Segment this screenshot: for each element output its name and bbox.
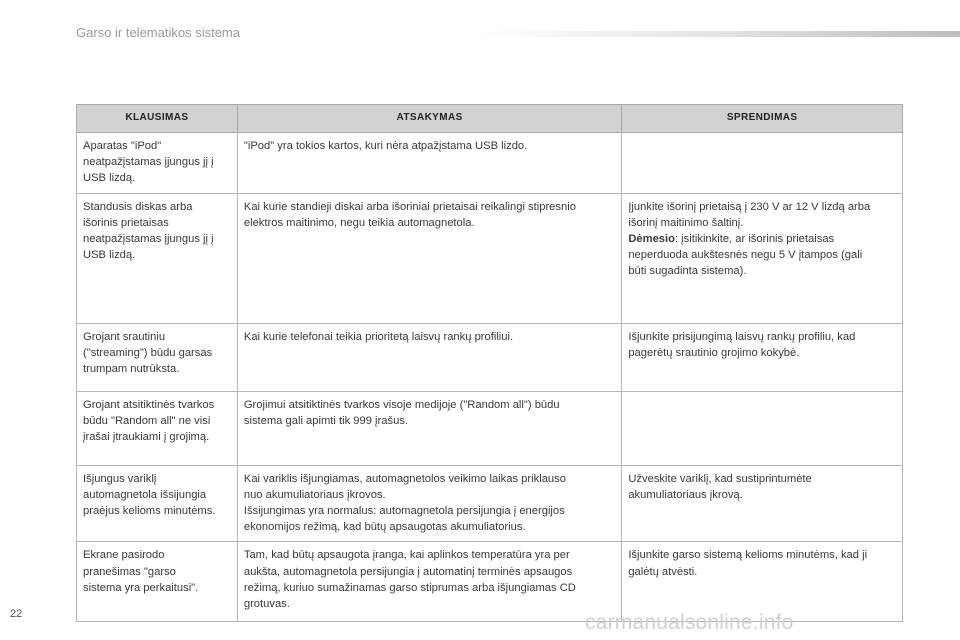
watermark: carmanualsonline.info bbox=[585, 611, 794, 634]
page-number: 22 bbox=[10, 608, 23, 620]
answer-cell bbox=[237, 542, 621, 622]
question-line: ("streaming") būdu garsas bbox=[83, 346, 213, 359]
question-line: įrašai įtraukiami į grojimą. bbox=[83, 431, 210, 444]
solution-line: Išjunkite garso sistemą kelioms minutėms, kad ji bbox=[628, 549, 868, 562]
answer-line: Kai kurie telefonai teikia prioritetą laisvų rankų profiliui. bbox=[243, 330, 514, 343]
answer-line: Kai variklis išjungiamas, automagnetolos veikimo laikas priklauso bbox=[243, 472, 566, 485]
table-row bbox=[77, 391, 903, 465]
question-line: neatpažįstamas įjungus jį į bbox=[83, 156, 214, 169]
question-line: USB lizdą. bbox=[83, 172, 136, 185]
answer-line: Grojimui atsitiktinės tvarkos visoje medijoje ("Random all") būdu bbox=[243, 398, 560, 411]
solution-line: pagerėtų srautinio grojimo kokybė. bbox=[628, 346, 800, 359]
solution-cell bbox=[622, 542, 903, 622]
warning-label: Dėmesio bbox=[628, 233, 675, 246]
warning-text: : įsitikinkite, ar išorinis prietaisas bbox=[674, 233, 835, 246]
solution-cell bbox=[622, 133, 903, 194]
question-line: USB lizdą. bbox=[83, 249, 136, 262]
answer-cell bbox=[237, 193, 621, 323]
answer-cell bbox=[237, 133, 621, 194]
table-row bbox=[77, 465, 903, 542]
answer-line: aukšta, automagnetola persijungia į automatinį terminės apsaugos bbox=[243, 565, 573, 578]
question-line: išorinis prietaisas bbox=[83, 216, 169, 229]
question-cell bbox=[77, 465, 238, 542]
answer-line: ekonomijos režimą, kad būtų apsaugotas akumuliatorius. bbox=[243, 521, 526, 534]
solution-line: Įjunkite išorinį prietaisą į 230 V ar 12 V lizdą arba bbox=[628, 200, 871, 213]
question-cell bbox=[77, 391, 238, 465]
question-cell bbox=[77, 193, 238, 323]
question-line: Aparatas "iPod" bbox=[83, 140, 162, 152]
answer-line: nuo akumuliatoriaus įkrovos. bbox=[243, 488, 386, 501]
answer-line: režimą, kuriuo sumažinamas garso stiprumas arba išjungiamas CD bbox=[243, 581, 576, 594]
question-line: pranešimas "garso bbox=[83, 565, 176, 578]
table-header-row bbox=[77, 105, 903, 133]
section-title: Garso ir telematikos sistema bbox=[76, 25, 240, 40]
column-header-answer: ATSAKYMAS bbox=[237, 105, 621, 133]
solution-line: išorinį maitinimo šaltinį. bbox=[628, 216, 744, 229]
question-line: sistema yra perkaitusi". bbox=[83, 581, 199, 594]
column-header-solution: SPRENDIMAS bbox=[622, 105, 903, 133]
answer-line: Kai kurie standieji diskai arba išoriniai prietaisai reikalingi stipresnio bbox=[243, 200, 576, 213]
table-row bbox=[77, 193, 903, 323]
question-line: Grojant atsitiktinės tvarkos bbox=[83, 398, 215, 411]
header-gradient-bar bbox=[480, 31, 960, 37]
question-line: neatpažįstamas įjungus jį į bbox=[83, 233, 214, 246]
solution-line: Užveskite variklį, kad sustiprintumėte bbox=[628, 472, 812, 485]
table-row bbox=[77, 133, 903, 194]
table-row bbox=[77, 542, 903, 622]
question-line: būdu "Random all" ne visi bbox=[83, 414, 211, 427]
solution-cell bbox=[622, 465, 903, 542]
solution-line: galėtų atvėsti. bbox=[628, 565, 698, 578]
column-header-question: KLAUSIMAS bbox=[77, 105, 238, 133]
question-line: Ekrane pasirodo bbox=[83, 549, 165, 562]
answer-line: elektros maitinimo, negu teikia automagnetola. bbox=[243, 216, 475, 229]
solution-cell bbox=[622, 391, 903, 465]
answer-cell bbox=[237, 323, 621, 391]
solution-line: Išjunkite prisijungimą laisvų rankų profiliu, kad bbox=[628, 330, 856, 343]
solution-line: neperduoda aukštesnės negu 5 V įtampos (gali bbox=[628, 249, 863, 262]
answer-line: Tam, kad būtų apsaugota įranga, kai aplinkos temperatūra yra per bbox=[243, 549, 570, 562]
question-line: automagnetola išsijungia bbox=[83, 488, 207, 501]
solution-line: būti sugadinta sistema). bbox=[628, 265, 747, 278]
question-cell bbox=[77, 323, 238, 391]
solution-warning-line bbox=[628, 231, 896, 247]
question-line: trumpam nutrūksta. bbox=[83, 363, 180, 376]
answer-line: "iPod" yra tokios kartos, kuri nėra atpažįstama USB lizdo. bbox=[243, 140, 528, 152]
answer-cell bbox=[237, 391, 621, 465]
question-line: Grojant srautiniu bbox=[83, 330, 166, 343]
table-row bbox=[77, 323, 903, 391]
solution-line: akumuliatoriaus įkrovą. bbox=[628, 488, 743, 501]
solution-cell bbox=[622, 193, 903, 323]
question-cell bbox=[77, 542, 238, 622]
question-line: Išjungus variklį bbox=[83, 472, 157, 485]
answer-line: Išsijungimas yra normalus: automagnetola persijungia į energijos bbox=[243, 505, 565, 518]
answer-cell bbox=[237, 465, 621, 542]
answer-line: sistema gali apimti tik 999 įrašus. bbox=[243, 414, 409, 427]
solution-cell bbox=[622, 323, 903, 391]
question-line: Standusis diskas arba bbox=[83, 200, 193, 213]
troubleshooting-table bbox=[76, 104, 903, 622]
answer-line: grotuvas. bbox=[243, 598, 290, 611]
question-cell bbox=[77, 133, 238, 194]
question-line: praėjus kelioms minutėms. bbox=[83, 505, 216, 518]
